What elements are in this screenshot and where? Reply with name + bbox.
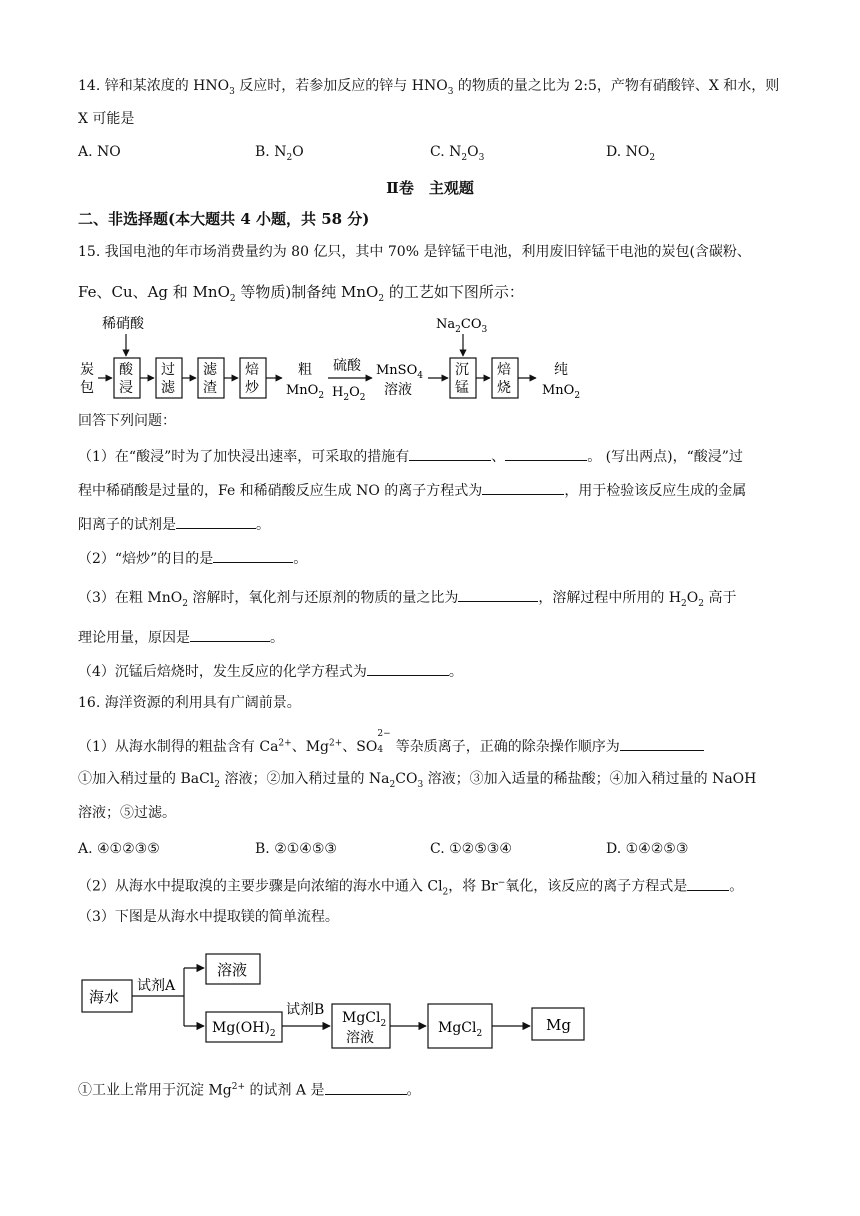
mno2-process-flow-diagram (76, 312, 596, 408)
svg-text:海水: 海水 (89, 988, 120, 1006)
q15-part4: （4）沉锰后焙烧时，发生反应的化学方程式为 。 (78, 661, 463, 681)
q16-part3-question1: ①工业上常用于沉淀 $Mg^{2+}$ 的试剂 A 是 。 (78, 1078, 421, 1100)
svg-text:溶液: 溶液 (346, 1030, 374, 1046)
svg-text:溶液: 溶液 (384, 382, 412, 398)
answer-blank[interactable] (505, 446, 587, 461)
answer-blank[interactable] (325, 1080, 407, 1095)
q15-part1-line3: 阳离子的试剂是 。 (78, 514, 270, 534)
svg-text:渣: 渣 (203, 380, 217, 396)
flow-arrow-h2o2: $H_2O_2$ (332, 385, 366, 403)
flow-label-dilute-nitric-acid: 稀硝酸 (102, 316, 144, 332)
q16-option-c: C. ①②⑤③④ (430, 841, 512, 857)
subscript: 3 (229, 86, 235, 97)
q15-part1-line1: （1）在“酸浸”时为了加快浸出速率，可采取的措施有 、 。 (写出两点)，“酸浸”过 (78, 446, 743, 466)
q16-part3: （3）下图是从海水中提取镁的简单流程。 (78, 909, 339, 925)
answer-blank[interactable] (176, 514, 256, 529)
q15-stem-line1: 15. 我国电池的年市场消费量约为 80 亿只，其中 70% 是锌锰干电池，利用废旧锌锰干电池的炭包(含碳粉、 (78, 244, 751, 260)
svg-text:滤: 滤 (161, 380, 175, 396)
q14-text: 的物质的量之比为 2:5，产物有硝酸锌、X 和水，则 (453, 78, 780, 94)
svg-text:焙: 焙 (245, 362, 259, 378)
q14-option-a: A. NO (78, 144, 121, 160)
svg-text:包: 包 (80, 380, 94, 396)
flow-start-label: 炭 (80, 362, 94, 378)
q16-option-a: A. ④①②③⑤ (78, 841, 160, 857)
svg-text:过: 过 (161, 362, 175, 378)
q14-stem-line1 (78, 77, 779, 101)
q16-option-d: D. ①④②⑤③ (606, 841, 689, 857)
answer-blank[interactable] (190, 627, 270, 642)
flow-label-reagent-b: 试剂B (286, 1002, 325, 1018)
q15-answer-intro: 回答下列问题： (78, 413, 176, 429)
flow-mgcl2-text: MgCl$_2$ (438, 1020, 483, 1039)
q16-steps-line2: 溶液；⑤过滤。 (78, 805, 176, 821)
q15-part3-line2: 理论用量，原因是 。 (78, 627, 284, 647)
mg-extraction-flow-diagram (80, 948, 600, 1052)
q15-part1-line2: 程中稀硝酸是过量的，Fe 和稀硝酸反应生成 NO 的离子方程式为 ，用于检验该反应生成的金属 (78, 480, 746, 500)
svg-text:滤: 滤 (203, 362, 217, 378)
answer-blank[interactable] (458, 587, 538, 602)
q14-stem-line2: X 可能是 (78, 111, 135, 127)
answer-blank[interactable] (620, 736, 704, 751)
flow-mg-oh-2-text: $Mg(OH)_2$ (212, 1020, 276, 1039)
flow-pure-mno2: 纯 (554, 362, 568, 378)
q14-option-b: B. $N_2O$ (255, 144, 304, 163)
flow-mgcl2-solution-text: MgCl$_2$ (342, 1010, 387, 1029)
svg-text:锰: 锰 (455, 380, 469, 396)
flow-crude-mno2: 粗 (298, 362, 312, 378)
q16-option-b: B. ②①④⑤③ (255, 841, 337, 857)
q15-part2: （2）“焙炒”的目的是 。 (78, 548, 307, 568)
q15-part3-line1: （3）在粗 MnO$_2$ 溶解时，氧化剂与还原剂的物质的量之比为 ，溶解过程中所用的 $H_2O_2$ 高于 (78, 587, 736, 613)
section-title: Ⅱ卷 主观题 (386, 179, 474, 197)
q14-option-d: D. $NO_2$ (606, 144, 656, 163)
q16-stem: 16. 海洋资源的利用具有广阔前景。 (78, 695, 301, 711)
answer-blank[interactable] (687, 876, 729, 891)
q14-option-c: C. $N_2O_3$ (430, 144, 485, 163)
q16-part2: （2）从海水中提取溴的主要步骤是向浓缩的海水中通入 $Cl_2$，将 Br−氧化，该反应的离子方程式是 。 (78, 874, 743, 901)
svg-text:MnO2: MnO$_2$ (286, 383, 325, 401)
svg-text:炒: 炒 (245, 380, 259, 396)
svg-text:沉: 沉 (455, 362, 469, 378)
svg-text:溶液: 溶液 (217, 961, 248, 979)
answer-blank[interactable] (367, 661, 449, 676)
flow-label-reagent-a: 试剂A (137, 978, 176, 994)
q14-text: 反应时，若参加反应的锌与 HNO (234, 78, 448, 94)
svg-text:焙: 焙 (497, 362, 511, 378)
svg-text:酸: 酸 (119, 362, 133, 378)
answer-blank[interactable] (213, 548, 293, 563)
answer-blank[interactable] (409, 446, 491, 461)
q16-steps-line1: ①加入稍过量的 BaCl$_2$ 溶液；②加入稍过量的 $Na_2CO_3$ 溶液；③加入适量的稀盐酸；④加入稍过量的 NaOH (78, 771, 757, 790)
section-heading: 二、非选择题(本大题共 4 小题，共 58 分) (78, 210, 370, 228)
answer-blank[interactable] (482, 480, 564, 495)
flow-arrow-sulfuric-acid: 硫酸 (333, 358, 361, 374)
q16-part1-line1: （1）从海水制得的粗盐含有 $Ca^{2+}$、$Mg^{2+}$、SO 2− 4 等杂质离子，正确的除杂操作顺序为 (78, 733, 704, 756)
svg-text:Mg: Mg (546, 1016, 571, 1034)
svg-text:MnO2: MnO$_2$ (542, 383, 581, 401)
flow-label-na2co3: $Na_2CO_3$ (436, 317, 488, 335)
q14-text: 14. 锌和某浓度的 HNO (78, 78, 230, 94)
flow-mnso4-solution: MnSO$_4$ (376, 363, 423, 381)
svg-text:烧: 烧 (497, 380, 511, 396)
subscript: 3 (447, 86, 454, 97)
svg-text:浸: 浸 (119, 380, 133, 396)
q15-stem-line2: Fe、Cu、Ag 和 MnO$_2$ 等物质)制备纯 MnO$_2$ 的工艺如下图所示： (78, 283, 524, 304)
